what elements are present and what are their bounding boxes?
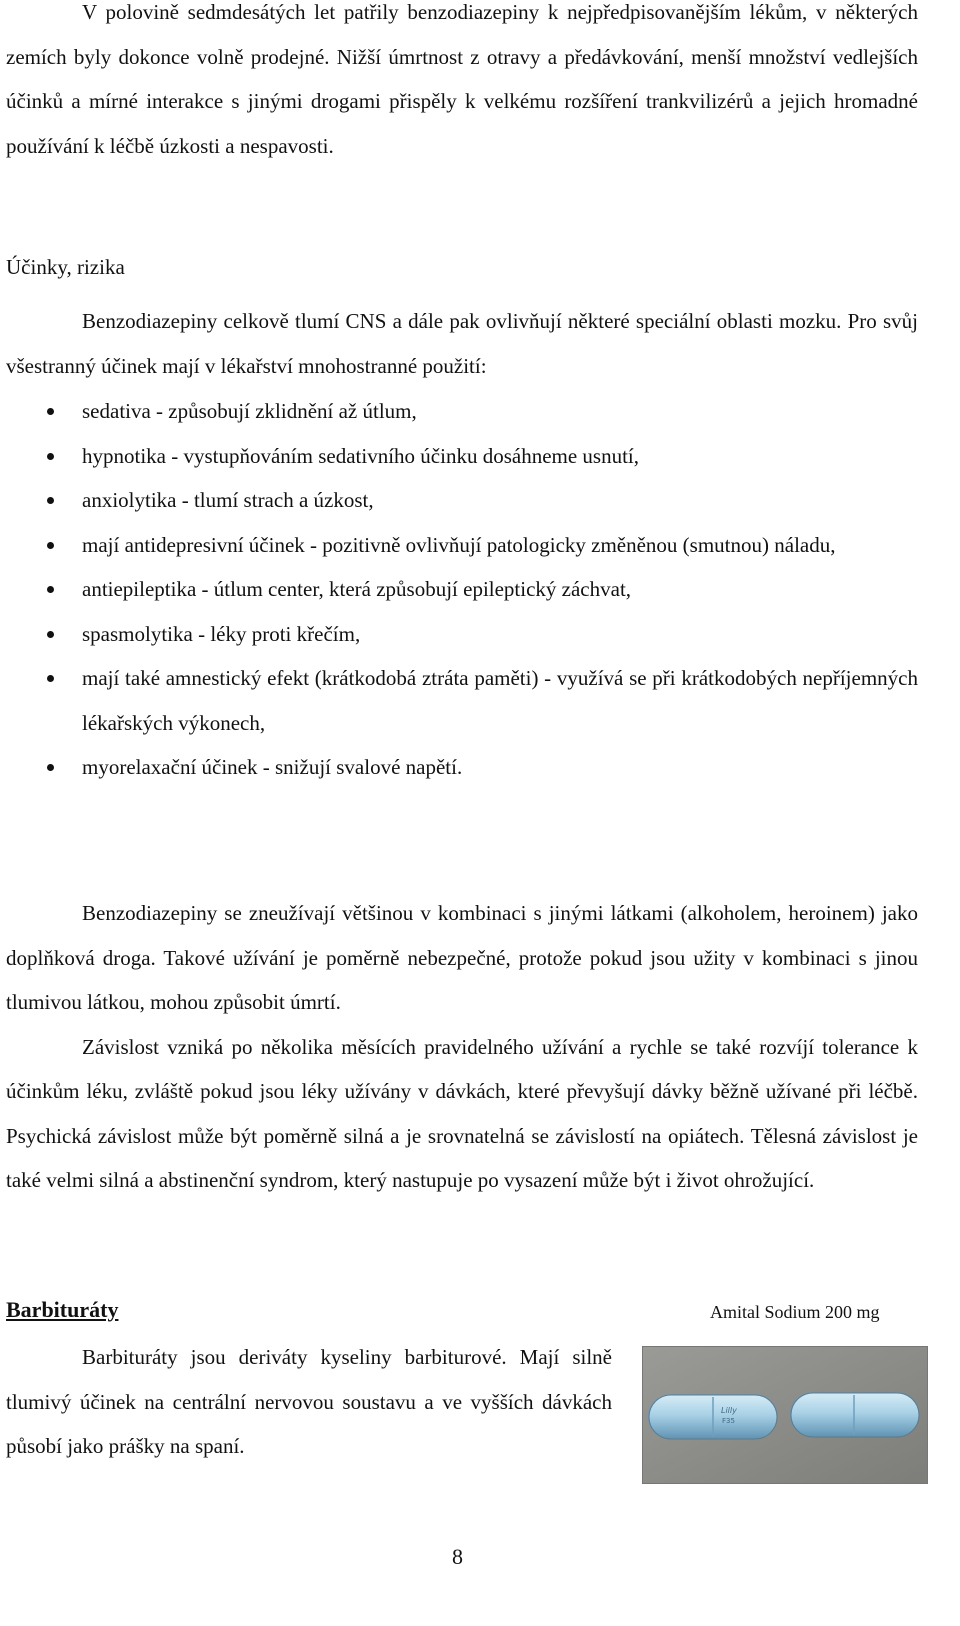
intro-paragraph: V polovině sedmdesátých let patřily benzodiazepiny k nejpředpisovanějším lékům, v některých zemích byly dokonce volně prodejné. Nižší úmrtnost z otravy a předávkování, menší množství vedlejších účinků a mírné interakce s jinými drogami přispěly k velkému rozšíření trankvilizérů a jejich hromadné používání k léčbě úzkosti a nespavosti. [6,0,918,158]
list-item-text: hypnotika - vystupňováním sedativního účinku dosáhneme usnutí, [82,443,640,468]
bullet-icon [47,408,54,415]
list-item-text: sedativa - způsobují zklidnění až útlum, [82,399,417,423]
list-item-text: spasmolytika - léky proti křečím, [82,621,361,646]
capsule-illustration [643,1347,927,1483]
list-item [6,745,918,790]
bullet-icon [47,631,54,638]
bullet-icon [47,453,54,460]
barbiturates-heading: Barbituráty [6,1297,119,1322]
list-item-text: myorelaxační účinek - snižují svalové napětí. [82,755,463,779]
photo-caption: Amital Sodium 200 mg [710,1302,880,1322]
list-item-text: mají také amnestický efekt (krátkodobá ztráta paměti) - využívá se při krátkodobých nepříjemných lékařských výkonech, [82,666,918,735]
list-item [6,434,918,479]
effects-paragraph: Benzodiazepiny celkově tlumí CNS a dále pak ovlivňují některé speciální oblasti mozku. Pro svůj všestranný účinek mají v lékařství mnohostranné použití: [6,309,918,378]
svg-text:F35: F35 [722,1417,735,1425]
dependence-paragraph: Závislost vzniká po několika měsících pravidelného užívání a rychle se také rozvíjí tolerance k účinkům léku, zvláště pokud jsou léky užívány v dávkách, které převyšují dávky běžně užívané při léčbě. Psychická závislost může být poměrně silná a je srovnatelná se závislostí na opiátech. Tělesná závislost je také velmi silná a abstinenční syndrom, který nastupuje po vysazení může být i život ohrožující. [6,1034,918,1192]
capsule-right [791,1393,919,1437]
page-number: 8 [452,1544,463,1569]
list-item [6,478,918,523]
abuse-paragraph: Benzodiazepiny se zneužívají většinou v kombinaci s jinými látkami (alkoholem, heroinem) jako doplňková droga. Takové užívání je poměrně nebezpečné, protože pokud jsou užity v kombinaci s jinou tlumivou látkou, mohou způsobit úmrtí. [6,901,918,1014]
list-item [6,612,918,657]
bullet-icon [47,542,54,549]
list-item [6,389,918,434]
list-item [6,523,918,568]
bullet-icon [47,586,54,593]
bullet-icon [47,675,54,682]
list-item [6,656,918,745]
capsule-photo [642,1346,928,1484]
list-item-text: mají antidepresivní účinek - pozitivně ovlivňují patologicky změněnou (smutnou) náladu, [82,532,836,557]
effects-heading: Účinky, rizika [6,255,125,279]
list-item-text: anxiolytika - tlumí strach a úzkost, [82,488,374,512]
capsule-left [649,1395,777,1439]
barbiturates-paragraph: Barbituráty jsou deriváty kyseliny barbiturové. Mají silně tlumivý účinek na centrální nervovou soustavu a ve vyšších dávkách působí jako prášky na spaní. [6,1345,612,1458]
bullet-icon [47,497,54,504]
abuse-section [6,891,918,1203]
list-item-text: antiepileptika - útlum center, která způsobují epileptický záchvat, [82,577,632,601]
effects-list [6,389,918,790]
svg-text:Lilly: Lilly [721,1406,737,1415]
list-item [6,567,918,612]
bullet-icon [47,764,54,771]
